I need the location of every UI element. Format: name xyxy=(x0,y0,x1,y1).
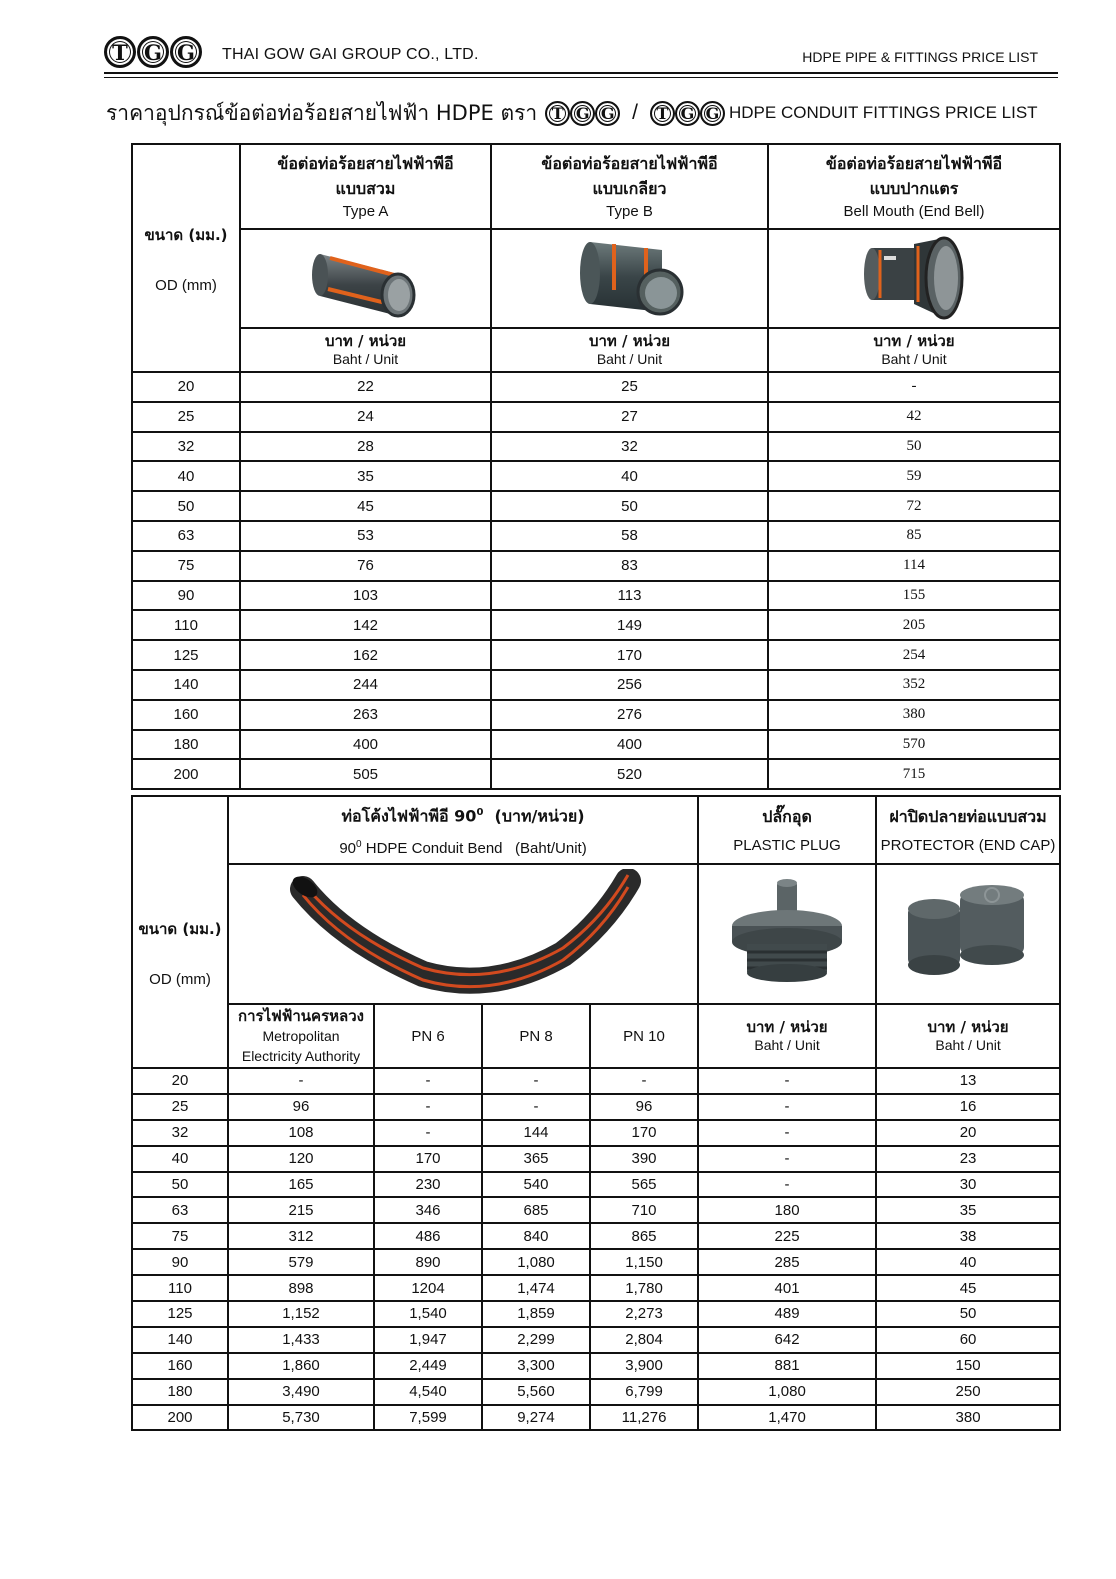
tgg-logo xyxy=(104,36,203,68)
table-row xyxy=(132,1249,1060,1275)
unit-english: Baht / Unit xyxy=(935,1037,1001,1053)
price-cell: 1204 xyxy=(374,1275,482,1301)
price-cell: 215 xyxy=(228,1197,374,1223)
price-cell: 715 xyxy=(768,759,1060,789)
price-cell: 60 xyxy=(876,1327,1060,1353)
price-cell: 865 xyxy=(590,1223,698,1249)
price-cell: 710 xyxy=(590,1197,698,1223)
size-cell: 63 xyxy=(132,521,240,551)
plastic-plug-image xyxy=(722,874,852,994)
unit-thai: บาท / หน่วย xyxy=(927,1018,1009,1036)
price-cell: 45 xyxy=(876,1275,1060,1301)
size-cell: 180 xyxy=(132,730,240,760)
cap-image xyxy=(876,864,1060,1004)
price-cell: 120 xyxy=(228,1146,374,1172)
cap-header xyxy=(876,796,1060,864)
price-cell: 3,900 xyxy=(590,1353,698,1379)
type-b-image xyxy=(491,229,768,328)
degree-sup: 0 xyxy=(476,806,484,818)
price-cell: 149 xyxy=(491,610,768,640)
price-cell: - xyxy=(374,1068,482,1094)
logo-letter: T xyxy=(104,36,136,68)
unit-english: Baht / Unit xyxy=(754,1037,820,1053)
price-cell: 170 xyxy=(590,1120,698,1146)
bend-header-thai-unit: (บาท/หน่วย) xyxy=(494,806,585,826)
pn8-header: PN 8 xyxy=(482,1004,590,1068)
price-cell: 2,273 xyxy=(590,1301,698,1327)
table-row xyxy=(132,402,1060,432)
table-row xyxy=(132,1094,1060,1120)
logo-letter: G xyxy=(137,36,169,68)
type-a-thai-2: แบบสวม xyxy=(335,178,396,198)
price-cell: - xyxy=(374,1094,482,1120)
price-cell: 565 xyxy=(590,1172,698,1198)
price-cell: - xyxy=(228,1068,374,1094)
mea-header xyxy=(228,1004,374,1068)
unit-thai: บาท / หน่วย xyxy=(324,332,407,350)
type-b-coupling-image xyxy=(570,234,690,324)
price-cell: 11,276 xyxy=(590,1405,698,1431)
price-cell: 58 xyxy=(491,521,768,551)
price-cell: - xyxy=(768,372,1060,402)
table-row xyxy=(132,461,1060,491)
size-cell: 40 xyxy=(132,1146,228,1172)
price-cell: 890 xyxy=(374,1249,482,1275)
price-cell: 2,804 xyxy=(590,1327,698,1353)
size-cell: 200 xyxy=(132,759,240,789)
price-cell: - xyxy=(698,1120,876,1146)
table-row xyxy=(132,1223,1060,1249)
size-header-thai: ขนาด (มม.) xyxy=(144,225,228,244)
size-cell: 160 xyxy=(132,1353,228,1379)
price-cell: 20 xyxy=(876,1120,1060,1146)
type-a-coupling-image xyxy=(306,234,426,324)
bell-mouth-image xyxy=(768,229,1060,328)
table-row xyxy=(132,759,1060,789)
table-row xyxy=(132,372,1060,402)
price-cell: 76 xyxy=(240,551,491,581)
plug-header-english: PLASTIC PLUG xyxy=(733,836,841,854)
price-cell: 28 xyxy=(240,432,491,462)
price-cell: 1,433 xyxy=(228,1327,374,1353)
price-cell: 1,859 xyxy=(482,1301,590,1327)
plug-header-thai: ปลั๊กอุด xyxy=(762,806,812,826)
price-cell: 25 xyxy=(491,372,768,402)
title-english: HDPE CONDUIT FITTINGS PRICE LIST xyxy=(729,103,1038,122)
mea-header-english-2: Electricity Authority xyxy=(241,1048,361,1064)
table-row xyxy=(132,1327,1060,1353)
doc-title: HDPE PIPE & FITTINGS PRICE LIST xyxy=(802,49,1038,65)
price-cell: 162 xyxy=(240,640,491,670)
table-row xyxy=(132,1146,1060,1172)
mea-header-thai: การไฟฟ้านครหลวง xyxy=(238,1007,364,1025)
price-cell: 180 xyxy=(698,1197,876,1223)
price-cell: 59 xyxy=(768,461,1060,491)
size-cell: 25 xyxy=(132,402,240,432)
bend-header-thai-text: ท่อโค้งไฟฟ้าพีอี 90 xyxy=(341,806,477,826)
unit-english: Baht / Unit xyxy=(596,351,663,367)
price-cell: 1,470 xyxy=(698,1405,876,1431)
price-cell: 254 xyxy=(768,640,1060,670)
size-cell: 75 xyxy=(132,1223,228,1249)
size-cell: 110 xyxy=(132,610,240,640)
price-cell: 642 xyxy=(698,1327,876,1353)
price-cell: 13 xyxy=(876,1068,1060,1094)
size-cell: 180 xyxy=(132,1379,228,1405)
size-cell: 32 xyxy=(132,432,240,462)
price-cell: 103 xyxy=(240,581,491,611)
price-cell: 38 xyxy=(876,1223,1060,1249)
header-divider-thin xyxy=(104,77,1058,78)
bend-header-english xyxy=(229,834,697,860)
unit-thai: บาท / หน่วย xyxy=(746,1018,828,1036)
price-cell: 6,799 xyxy=(590,1379,698,1405)
size-cell: 125 xyxy=(132,640,240,670)
type-b-header xyxy=(491,144,768,229)
plug-unit xyxy=(698,1004,876,1068)
table-row xyxy=(132,1120,1060,1146)
price-cell: 170 xyxy=(374,1146,482,1172)
price-cell: 230 xyxy=(374,1172,482,1198)
size-header-thai: ขนาด (มม.) xyxy=(138,919,222,938)
price-cell: 2,449 xyxy=(374,1353,482,1379)
bend-header-thai xyxy=(229,800,697,828)
price-cell: 1,947 xyxy=(374,1327,482,1353)
cap-unit xyxy=(876,1004,1060,1068)
price-cell: 16 xyxy=(876,1094,1060,1120)
mea-header-english-1: Metropolitan xyxy=(262,1028,340,1044)
table-row xyxy=(132,1353,1060,1379)
price-cell: 1,474 xyxy=(482,1275,590,1301)
price-cell: 263 xyxy=(240,700,491,730)
price-cell: 165 xyxy=(228,1172,374,1198)
bend-image xyxy=(228,864,698,1004)
price-cell: 1,080 xyxy=(482,1249,590,1275)
bell-mouth-thai: ข้อต่อท่อร้อยสายไฟฟ้าพีอี xyxy=(825,153,1003,173)
unit-thai: บาท / หน่วย xyxy=(588,332,671,350)
price-cell: 144 xyxy=(482,1120,590,1146)
price-cell: 256 xyxy=(491,670,768,700)
size-cell: 125 xyxy=(132,1301,228,1327)
price-cell: 205 xyxy=(768,610,1060,640)
bell-mouth-english: Bell Mouth (End Bell) xyxy=(843,202,985,220)
price-cell: 7,599 xyxy=(374,1405,482,1431)
price-cell: 32 xyxy=(491,432,768,462)
couplings-price-table xyxy=(131,143,1061,790)
price-cell: 685 xyxy=(482,1197,590,1223)
tgg-logo-small xyxy=(545,101,620,126)
price-cell: 1,152 xyxy=(228,1301,374,1327)
size-cell: 160 xyxy=(132,700,240,730)
price-cell: 401 xyxy=(698,1275,876,1301)
table-row xyxy=(132,1172,1060,1198)
price-cell: 40 xyxy=(876,1249,1060,1275)
table-row xyxy=(132,1405,1060,1431)
type-a-thai: ข้อต่อท่อร้อยสายไฟฟ้าพีอี xyxy=(277,153,454,173)
price-cell: 570 xyxy=(768,730,1060,760)
price-cell: 23 xyxy=(876,1146,1060,1172)
price-cell: 540 xyxy=(482,1172,590,1198)
title-thai: ราคาอุปกรณ์ข้อต่อท่อร้อยสายไฟฟ้า HDPE ตรา xyxy=(106,100,538,125)
price-cell: 24 xyxy=(240,402,491,432)
tgg-logo-small xyxy=(650,101,725,126)
price-cell: 50 xyxy=(876,1301,1060,1327)
title-slash: / xyxy=(632,101,638,124)
price-cell: 72 xyxy=(768,491,1060,521)
logo-letter: G xyxy=(675,101,700,126)
price-cell: 840 xyxy=(482,1223,590,1249)
price-cell: - xyxy=(374,1120,482,1146)
price-cell: - xyxy=(698,1068,876,1094)
type-b-unit xyxy=(491,328,768,372)
table-row xyxy=(132,670,1060,700)
price-cell: - xyxy=(482,1094,590,1120)
price-cell: 45 xyxy=(240,491,491,521)
price-cell: 486 xyxy=(374,1223,482,1249)
price-cell: 3,490 xyxy=(228,1379,374,1405)
price-cell: 250 xyxy=(876,1379,1060,1405)
price-cell: 96 xyxy=(590,1094,698,1120)
price-cell: 276 xyxy=(491,700,768,730)
price-cell: 244 xyxy=(240,670,491,700)
logo-letter: T xyxy=(650,101,675,126)
size-header xyxy=(132,796,228,1068)
size-cell: 140 xyxy=(132,670,240,700)
company-name: THAI GOW GAI GROUP CO., LTD. xyxy=(222,46,479,63)
price-cell: 170 xyxy=(491,640,768,670)
type-a-unit xyxy=(240,328,491,372)
price-cell: 27 xyxy=(491,402,768,432)
size-cell: 20 xyxy=(132,1068,228,1094)
size-cell: 90 xyxy=(132,581,240,611)
table-row xyxy=(132,432,1060,462)
price-cell: 114 xyxy=(768,551,1060,581)
price-cell: 83 xyxy=(491,551,768,581)
price-cell: 50 xyxy=(491,491,768,521)
price-cell: 898 xyxy=(228,1275,374,1301)
price-cell: 35 xyxy=(876,1197,1060,1223)
table-row xyxy=(132,1197,1060,1223)
price-cell: 155 xyxy=(768,581,1060,611)
table-row xyxy=(132,610,1060,640)
logo-letter: G xyxy=(170,36,202,68)
plug-image xyxy=(698,864,876,1004)
bend-header-english-text: HDPE Conduit Bend (Baht/Unit) xyxy=(365,840,587,858)
size-header xyxy=(132,144,240,372)
bend-header xyxy=(228,796,698,864)
table-row xyxy=(132,551,1060,581)
price-cell: 225 xyxy=(698,1223,876,1249)
price-cell: 390 xyxy=(590,1146,698,1172)
price-cell: 520 xyxy=(491,759,768,789)
pn6-header: PN 6 xyxy=(374,1004,482,1068)
logo-letter: T xyxy=(545,101,570,126)
price-cell: - xyxy=(590,1068,698,1094)
size-cell: 32 xyxy=(132,1120,228,1146)
price-cell: 1,540 xyxy=(374,1301,482,1327)
price-cell: 285 xyxy=(698,1249,876,1275)
price-cell: 85 xyxy=(768,521,1060,551)
bell-mouth-image-graphic xyxy=(854,234,974,324)
table-row xyxy=(132,521,1060,551)
bell-mouth-header xyxy=(768,144,1060,229)
price-cell: 150 xyxy=(876,1353,1060,1379)
price-cell: 142 xyxy=(240,610,491,640)
degree-sup: 0 xyxy=(356,839,362,851)
bend-angle: 90 xyxy=(339,840,357,858)
type-a-image xyxy=(240,229,491,328)
size-cell: 75 xyxy=(132,551,240,581)
price-cell: 380 xyxy=(876,1405,1060,1431)
price-cell: 9,274 xyxy=(482,1405,590,1431)
price-cell: - xyxy=(698,1146,876,1172)
cap-header-english: PROTECTOR (END CAP) xyxy=(880,836,1056,854)
price-cell: 40 xyxy=(491,461,768,491)
size-cell: 25 xyxy=(132,1094,228,1120)
end-cap-image xyxy=(888,879,1048,989)
type-b-english: Type B xyxy=(606,202,653,220)
price-cell: 5,730 xyxy=(228,1405,374,1431)
unit-english: Baht / Unit xyxy=(332,351,399,367)
logo-letter: G xyxy=(700,101,725,126)
price-cell: 22 xyxy=(240,372,491,402)
price-cell: 53 xyxy=(240,521,491,551)
price-cell: 400 xyxy=(491,730,768,760)
price-cell: 5,560 xyxy=(482,1379,590,1405)
unit-english: Baht / Unit xyxy=(881,351,947,367)
table-row xyxy=(132,700,1060,730)
type-a-header xyxy=(240,144,491,229)
table-row xyxy=(132,1275,1060,1301)
table-row xyxy=(132,1068,1060,1094)
type-b-thai-2: แบบเกลียว xyxy=(592,178,667,198)
price-cell: 1,080 xyxy=(698,1379,876,1405)
conduit-bend-image xyxy=(283,869,643,999)
pn10-header: PN 10 xyxy=(590,1004,698,1068)
size-header-english: OD (mm) xyxy=(155,276,217,294)
bell-mouth-unit xyxy=(768,328,1060,372)
page-title xyxy=(106,93,1066,133)
price-cell: 1,150 xyxy=(590,1249,698,1275)
logo-letter: G xyxy=(595,101,620,126)
type-b-thai: ข้อต่อท่อร้อยสายไฟฟ้าพีอี xyxy=(541,153,718,173)
table-row xyxy=(132,730,1060,760)
price-cell: 505 xyxy=(240,759,491,789)
type-a-english: Type A xyxy=(342,202,389,220)
table-row xyxy=(132,1301,1060,1327)
bends-plugs-price-table xyxy=(131,795,1061,1431)
table-row xyxy=(132,491,1060,521)
size-cell: 50 xyxy=(132,491,240,521)
price-cell: 30 xyxy=(876,1172,1060,1198)
logo-letter: G xyxy=(570,101,595,126)
price-cell: 2,299 xyxy=(482,1327,590,1353)
size-cell: 90 xyxy=(132,1249,228,1275)
plug-header xyxy=(698,796,876,864)
size-cell: 110 xyxy=(132,1275,228,1301)
price-cell: 50 xyxy=(768,432,1060,462)
unit-thai: บาท / หน่วย xyxy=(873,332,955,350)
page-header xyxy=(104,34,1058,74)
price-cell: 380 xyxy=(768,700,1060,730)
price-cell: 42 xyxy=(768,402,1060,432)
price-cell: 579 xyxy=(228,1249,374,1275)
cap-header-thai: ฝาปิดปลายท่อแบบสวม xyxy=(889,806,1047,826)
price-cell: 400 xyxy=(240,730,491,760)
price-cell: 35 xyxy=(240,461,491,491)
size-cell: 20 xyxy=(132,372,240,402)
price-cell: 352 xyxy=(768,670,1060,700)
price-cell: - xyxy=(482,1068,590,1094)
price-cell: 113 xyxy=(491,581,768,611)
size-cell: 40 xyxy=(132,461,240,491)
price-cell: 3,300 xyxy=(482,1353,590,1379)
price-cell: 489 xyxy=(698,1301,876,1327)
price-cell: 346 xyxy=(374,1197,482,1223)
price-cell: - xyxy=(698,1094,876,1120)
table-row xyxy=(132,1379,1060,1405)
price-cell: 1,860 xyxy=(228,1353,374,1379)
price-cell: 108 xyxy=(228,1120,374,1146)
table-row xyxy=(132,640,1060,670)
size-cell: 200 xyxy=(132,1405,228,1431)
table-row xyxy=(132,581,1060,611)
bell-mouth-thai-2: แบบปากแตร xyxy=(869,178,959,198)
price-cell: 312 xyxy=(228,1223,374,1249)
price-cell: 96 xyxy=(228,1094,374,1120)
header-divider xyxy=(104,72,1058,74)
price-cell: 365 xyxy=(482,1146,590,1172)
size-cell: 50 xyxy=(132,1172,228,1198)
size-cell: 63 xyxy=(132,1197,228,1223)
size-cell: 140 xyxy=(132,1327,228,1353)
price-cell: 1,780 xyxy=(590,1275,698,1301)
price-cell: - xyxy=(698,1172,876,1198)
size-header-english: OD (mm) xyxy=(149,970,211,988)
price-cell: 4,540 xyxy=(374,1379,482,1405)
price-cell: 881 xyxy=(698,1353,876,1379)
